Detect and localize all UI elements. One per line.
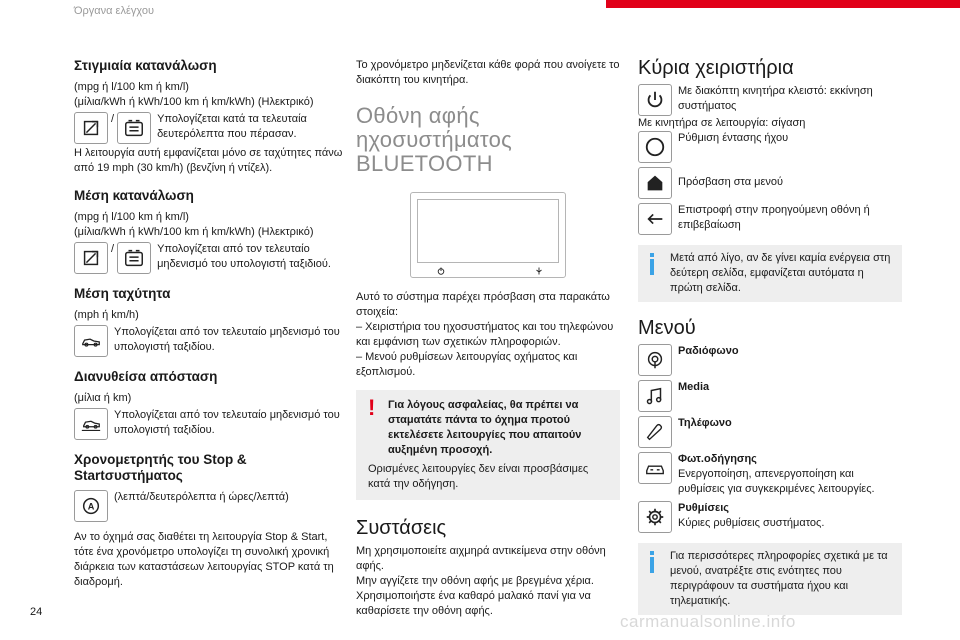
section-title: Όργανα ελέγχου [74, 5, 154, 17]
safety-warning-box [356, 390, 620, 500]
recommendations-title: Συστάσεις [356, 517, 447, 539]
usb-icon [535, 267, 543, 275]
power-icon [638, 84, 672, 116]
info-icon [650, 253, 654, 275]
home-icon [638, 167, 672, 199]
trip-computer-icon [117, 242, 151, 274]
car-lights-icon [638, 452, 672, 484]
reset-icon [74, 112, 108, 144]
touchscreen-section-title [356, 104, 620, 176]
car-distance-icon [74, 408, 108, 440]
power-button-icon [437, 267, 445, 275]
volume-control-row [638, 131, 902, 163]
menu-settings-row [638, 501, 902, 533]
trip-computer-icon [117, 112, 151, 144]
instant-consumption-units: (mpg ή l/100 km ή km/l) [74, 81, 189, 93]
column-2 [356, 46, 620, 619]
volume-text: Ρύθμιση έντασης ήχου [678, 132, 789, 144]
system-description: Αυτό το σύστημα παρέχει πρόσβαση στα παρακάτω στοιχεία: [356, 291, 610, 318]
svg-text:A: A [87, 501, 95, 512]
recommendation-2: Μην αγγίζετε την οθόνη αφής με βρεγμένα χέρια. [356, 575, 594, 587]
column-1 [74, 46, 344, 590]
recommendation-1: Μη χρησιμοποιείτε αιχμηρά αντικείμενα στην οθόνη αφής. [356, 545, 606, 572]
watermark: carmanualsonline.info [620, 612, 796, 631]
main-controls-title: Κύρια χειριστήρια [638, 57, 794, 79]
touchscreen-illustration [410, 192, 566, 278]
menu-lights-label: Φωτ.οδήγησης [678, 453, 757, 465]
back-arrow-icon [638, 203, 672, 235]
stop-start-row [74, 490, 344, 522]
slash-separator: / [111, 113, 115, 125]
avg-consumption-calc: Υπολογίζεται από τον τελευταίο μηδενισμό του υπολογιστή ταξιδιού. [157, 243, 331, 270]
info-box-more-info [638, 543, 902, 615]
recommendation-3: Χρησιμοποιήστε ένα καθαρό μαλακό πανί για να καθαρίσετε την οθόνη αφής. [356, 590, 591, 617]
reset-icon [74, 242, 108, 274]
screen-outline [417, 199, 559, 263]
distance-calc: Υπολογίζεται από τον τελευταίο μηδενισμό του υπολογιστή ταξιδίου. [114, 409, 340, 436]
avg-speed-units: (mph ή km/h) [74, 309, 139, 321]
radio-icon [638, 344, 672, 376]
phone-icon [638, 416, 672, 448]
menu-phone-row [638, 416, 902, 448]
volume-knob-icon [638, 131, 672, 163]
car-speed-icon [74, 325, 108, 357]
column-3 [638, 46, 902, 615]
avg-speed-title: Μέση ταχύτητα [74, 286, 171, 301]
warning-icon: ! [368, 395, 376, 420]
avg-speed-row [74, 325, 344, 357]
instant-consumption-note: Η λειτουργία αυτή εμφανίζεται μόνο σε ταχύτητες πάνω από 19 mph (30 km/h) (βενζίνη ή ντίζελ). [74, 147, 343, 174]
menu-lights-desc: Ενεργοποίηση, απενεργοποίηση και ρυθμίσεις για συγκεκριμένες λειτουργίες. [678, 468, 875, 495]
avg-consumption-units-ev: (μίλια/kWh ή kWh/100 km ή km/kWh) (Ηλεκτρικό) [74, 226, 314, 238]
home-text: Πρόσβαση στα μενού [678, 176, 784, 188]
stop-start-units: (λεπτά/δευτερόλεπτα ή ώρες/λεπτά) [114, 491, 289, 503]
menu-title: Μενού [638, 317, 696, 339]
menu-radio-label: Ραδιόφωνο [678, 345, 739, 357]
info-box-auto-return [638, 245, 902, 302]
bullet-settings-menu: – Μενού ρυθμίσεων λειτουργίας οχήματος και εξοπλισμού. [356, 351, 578, 378]
stop-start-title-line2: Startσυστήματος [74, 468, 183, 483]
slash-separator: / [111, 243, 115, 255]
instant-consumption-units-ev: (μίλια/kWh ή kWh/100 km ή km/kWh) (Ηλεκτρικό) [74, 96, 314, 108]
instant-consumption-title: Στιγμιαία κατανάλωση [74, 58, 217, 73]
page-header [0, 0, 960, 32]
back-text: Επιστροφή στην προηγούμενη οθόνη ή επιβεβαίωση [678, 204, 870, 231]
timer-reset-text: Το χρονόμετρο μηδενίζεται κάθε φορά που ανοίγετε το διακόπτη του κινητήρα. [356, 59, 620, 86]
avg-consumption-icons-row [74, 242, 344, 274]
stop-start-icon [74, 490, 108, 522]
home-control-row [638, 167, 902, 199]
distance-title: Διανυθείσα απόσταση [74, 369, 218, 384]
music-note-icon [638, 380, 672, 412]
page-number: 24 [30, 606, 43, 618]
avg-consumption-title: Μέση κατανάλωση [74, 188, 194, 203]
touchscreen-title-line2: BLUETOOTH [356, 151, 493, 176]
bullet-audio-phone: – Χειριστήρια του ηχοσυστήματος και του τηλεφώνου και εμφάνιση των σχετικών πληροφοριών. [356, 321, 614, 348]
stop-start-title [74, 452, 344, 484]
menu-settings-label: Ρυθμίσεις [678, 502, 729, 514]
touchscreen-title-line1: Οθόνη αφής ηχοσυστήματος [356, 103, 513, 152]
menu-media-label: Media [678, 381, 710, 393]
distance-units: (μίλια ή km) [74, 392, 132, 404]
gear-icon [638, 501, 672, 533]
warning-bold-text: Για λόγους ασφαλείας, θα πρέπει να σταματάτε πάντα το όχημα προτού εκτελέσετε λειτουργίες που απαιτούν αυξημένη προσοχή. [388, 399, 582, 456]
instant-consumption-icons-row [74, 112, 344, 144]
mute-text: Με κινητήρα σε λειτουργία: σίγαση [638, 117, 806, 129]
avg-speed-calc: Υπολογίζεται από τον τελευταίο μηδενισμό του υπολογιστή ταξιδίου. [114, 326, 340, 353]
accent-bar [606, 0, 960, 8]
menu-lights-text [678, 452, 902, 497]
menu-phone-label: Τηλέφωνο [678, 417, 732, 429]
power-control-row [638, 84, 902, 116]
menu-radio-row [638, 344, 902, 376]
info-text-2: Για περισσότερες πληροφορίες σχετικά με τα μενού, ανατρέξτε στις ενότητες που περιγράφουν τα συστήματα ήχου και τηλεματικής. [670, 550, 888, 607]
menu-settings-text [678, 501, 824, 531]
menu-lights-row [638, 452, 902, 497]
menu-media-row [638, 380, 902, 412]
info-icon [650, 551, 654, 573]
back-control-row [638, 203, 902, 235]
power-text: Με διακόπτη κινητήρα κλειστό: εκκίνηση συστήματος [678, 85, 873, 112]
stop-start-title-line1: Χρονομετρητής του Stop & [74, 452, 247, 467]
warning-text: Ορισμένες λειτουργίες δεν είναι προσβάσιμες κατά την οδήγηση. [368, 463, 589, 490]
avg-consumption-units: (mpg ή l/100 km ή km/l) [74, 211, 189, 223]
instant-consumption-calc: Υπολογίζεται κατά τα τελευταία δευτερόλεπτα που πέρασαν. [157, 113, 307, 140]
stop-start-body: Αν το όχημά σας διαθέτει τη λειτουργία Stop & Start, τότε ένα χρονόμετρο υπολογίζει τη συνολική χρονική διάρκεια των καταστάσεων λειτουργίας STOP κατά τη διαδρομή. [74, 531, 334, 588]
menu-settings-desc: Κύριες ρυθμίσεις συστήματος. [678, 517, 825, 529]
info-text-1: Μετά από λίγο, αν δε γίνει καμία ενέργεια στη δεύτερη σελίδα, εμφανίζεται αυτόματα η πρώτη σελίδα. [670, 252, 891, 294]
distance-row [74, 408, 344, 440]
